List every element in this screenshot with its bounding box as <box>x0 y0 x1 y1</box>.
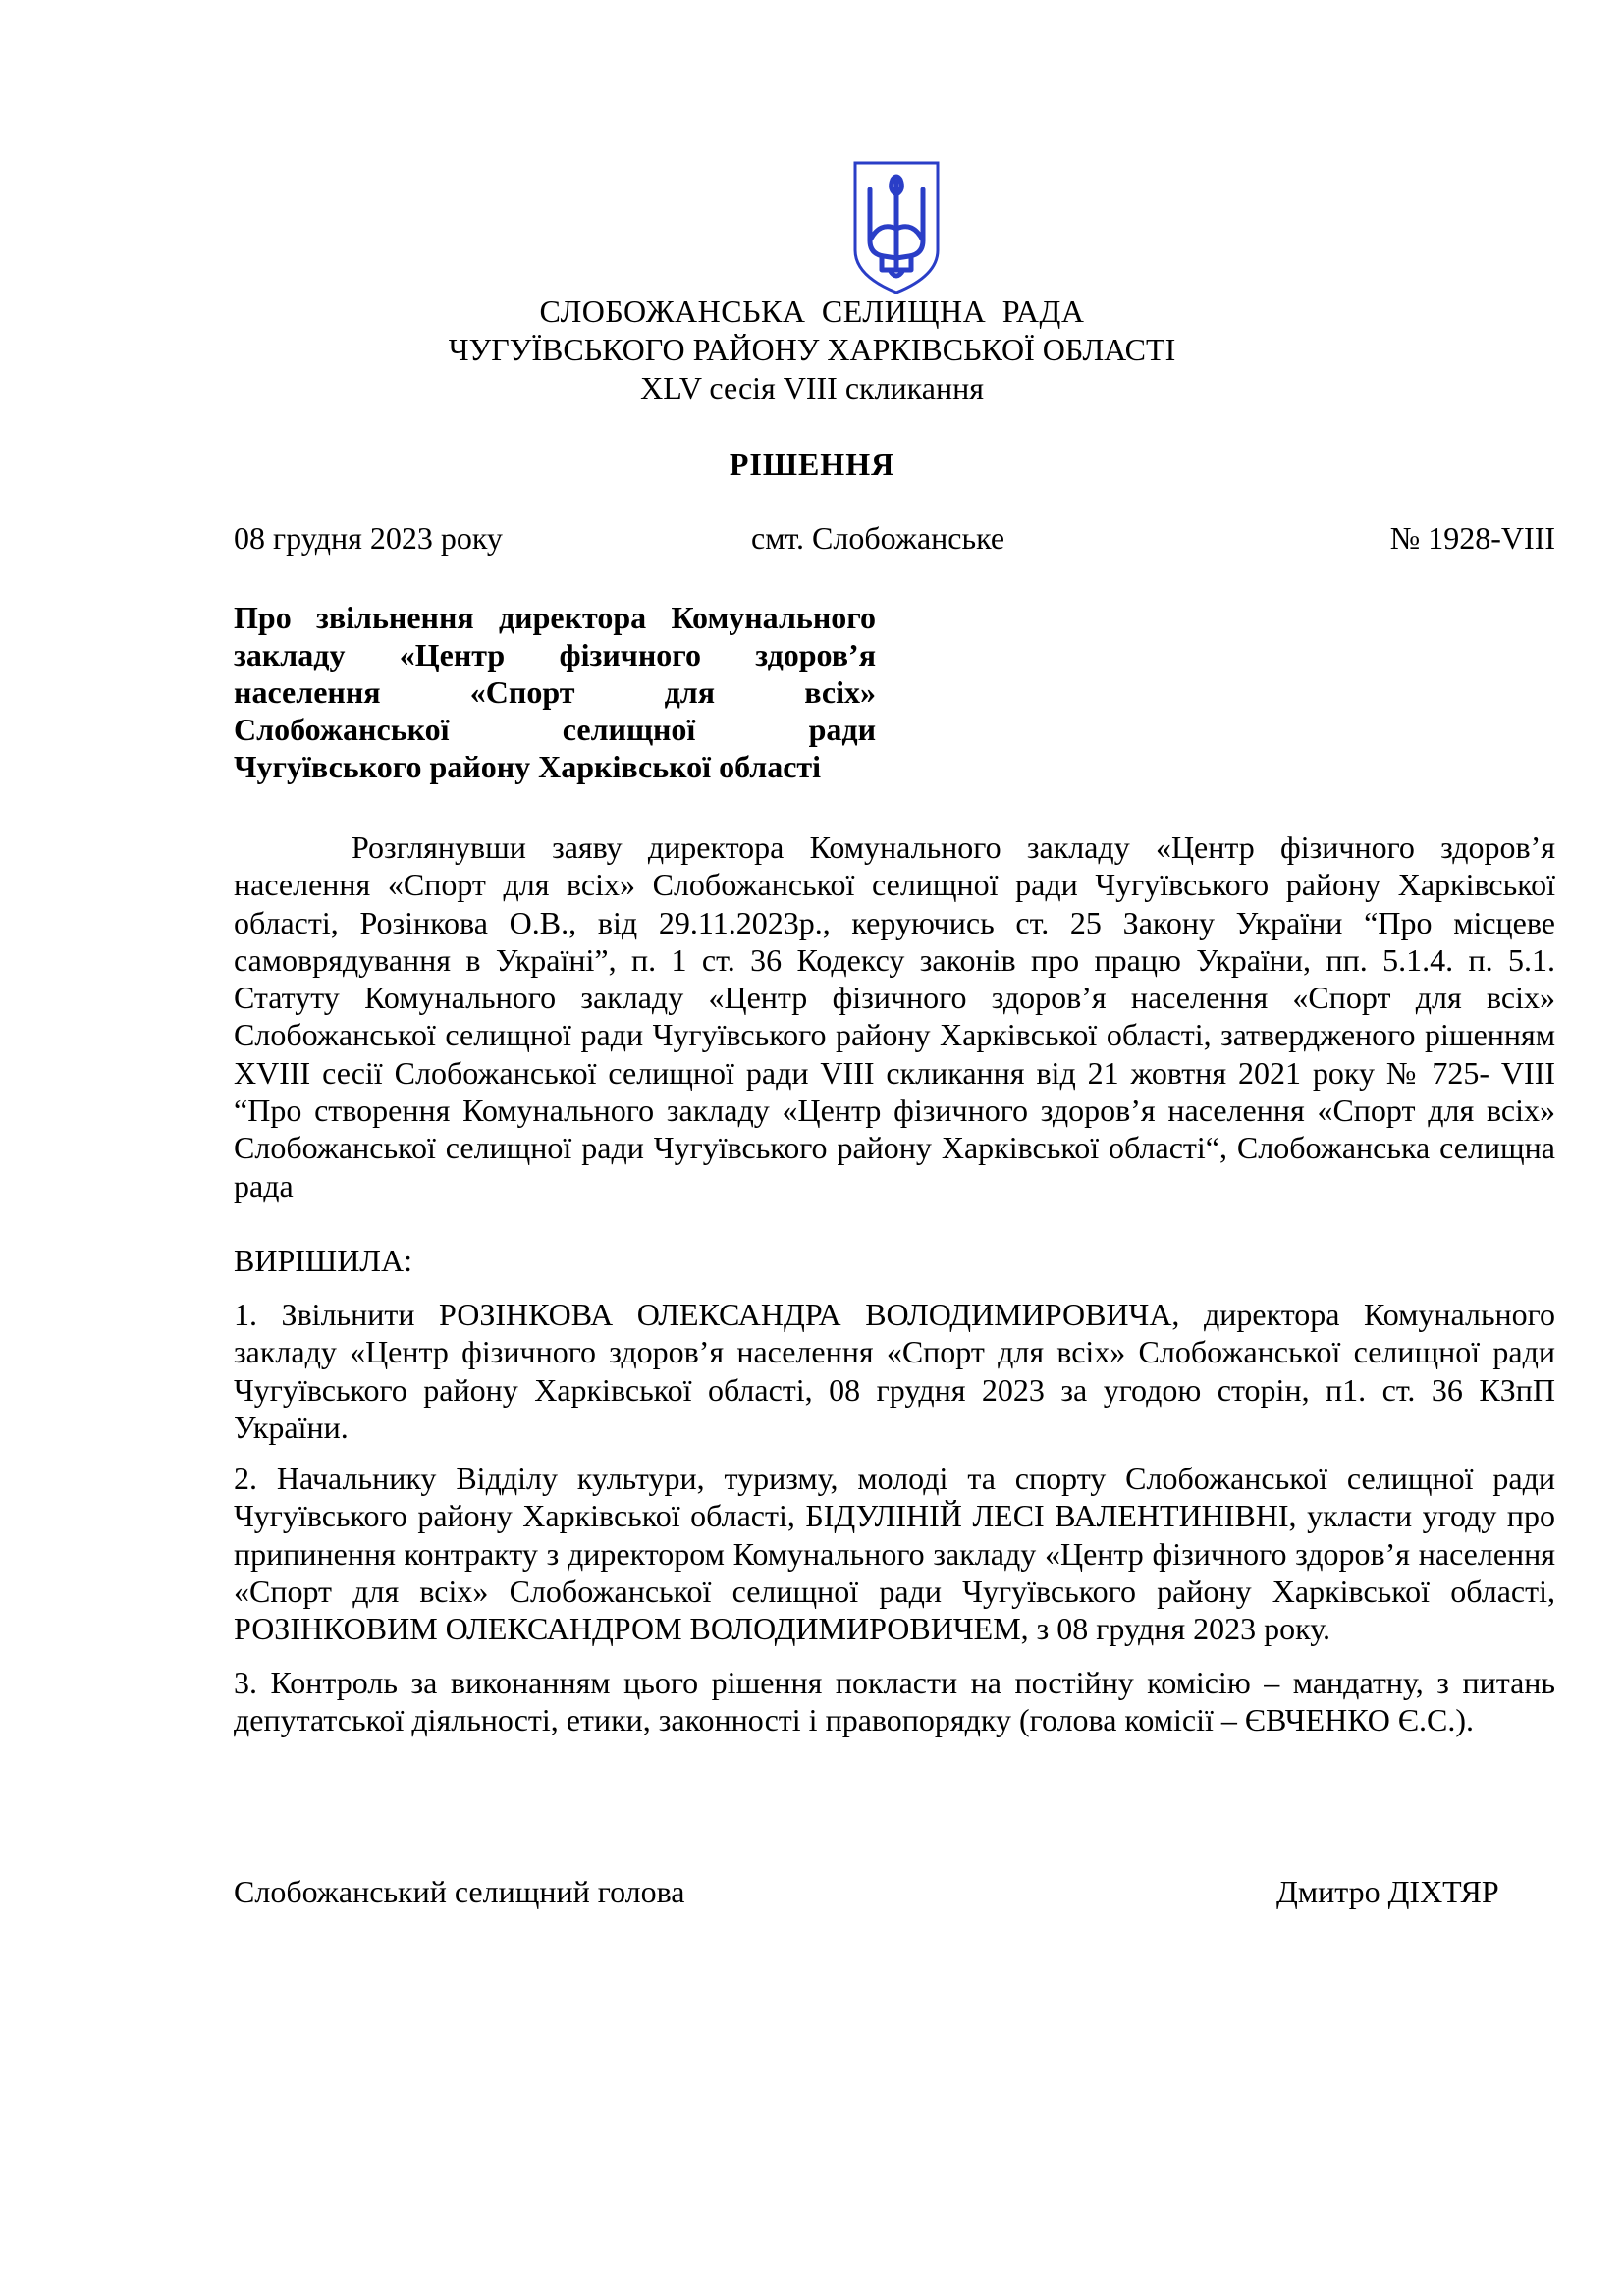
subject-line: Слобожанської селищної ради <box>234 712 876 747</box>
signatory-position: Слобожанський селищний голова <box>234 1874 685 1909</box>
decision-item-1: 1. Звільнити РОЗІНКОВА ОЛЕКСАНДРА ВОЛОДИМИРОВИЧА, директора Комунального закладу «Центр фізичного здоров’я населення «Спорт для всіх» Слобожанської селищної ради Чугуївського району Харківської області, 08 грудня 2023 за угодою сторін, п1. ст. 36 КЗпП України. <box>234 1297 1555 1445</box>
council-name: СЛОБОЖАНСЬКА СЕЛИЩНА РАДА <box>539 294 1085 329</box>
decision-date: 08 грудня 2023 року <box>234 520 503 556</box>
council-region: ЧУГУЇВСЬКОГО РАЙОНУ ХАРКІВСЬКОЇ ОБЛАСТІ <box>448 332 1176 367</box>
subject-line: населення «Спорт для всіх» <box>234 674 876 710</box>
decision-number: № 1928-VIII <box>1389 520 1555 556</box>
trident-emblem-icon <box>852 160 941 295</box>
document-title: РІШЕННЯ <box>729 447 895 482</box>
decision-place: смт. Слобожанське <box>751 520 1005 556</box>
session-info: XLV сесія VIII скликання <box>640 370 984 405</box>
subject-line: закладу «Центр фізичного здоров’я <box>234 637 876 672</box>
preamble-paragraph: Розглянувши заяву директора Комунального закладу «Центр фізичного здоров’я населення «Спорт для всіх» Слобожанської селищної ради Чугуївського району Харківської області, Розінкова О.В., від 29.11.2023р., керуючись ст. 25 Закону України “Про місцеве самоврядування в Україні”, п. 1 ст. 36 Кодексу законів про працю України, пп. 5.1.4. п. 5.1. Статуту Комунального закладу «Центр фізичного здоров’я населення «Спорт для всіх» Слобожанської селищної ради Чугуївського району Харківської області, затвердженого рішенням XVIII сесії Слобожанської селищної ради VIII скликання від 21 жовтня 2021 року № 725- VIII “Про створення Комунального закладу «Центр фізичного здоров’я населення «Спорт для всіх» Слобожанської селищної ради Чугуївського району Харківської області“, Слобожанська селищна рада <box>234 829 1555 1203</box>
decision-item-3: 3. Контроль за виконанням цього рішення покласти на постійну комісію – мандатну, з питань депутатської діяльності, етики, законності і правопорядку (голова комісії – ЄВЧЕНКО Є.С.). <box>234 1665 1555 1738</box>
subject-line: Про звільнення директора Комунального <box>234 600 876 635</box>
decision-item-2: 2. Начальнику Відділу культури, туризму, молоді та спорту Слобожанської селищної ради Чугуївського району Харківської області, БІДУЛІНІЙ ЛЕСІ ВАЛЕНТИНІВНІ, укласти угоду про припинення контракту з директором Комунального закладу «Центр фізичного здоров’я населення «Спорт для всіх» Слобожанської селищної ради Чугуївського району Харківської області, РОЗІНКОВИМ ОЛЕКСАНДРОМ ВОЛОДИМИРОВИЧЕМ, з 08 грудня 2023 року. <box>234 1461 1555 1647</box>
signatory-name: Дмитро ДІХТЯР <box>1276 1874 1499 1909</box>
decided-heading: ВИРІШИЛА: <box>234 1243 412 1278</box>
decision-subject <box>234 599 876 785</box>
subject-line: Чугуївського району Харківської області <box>234 749 822 784</box>
